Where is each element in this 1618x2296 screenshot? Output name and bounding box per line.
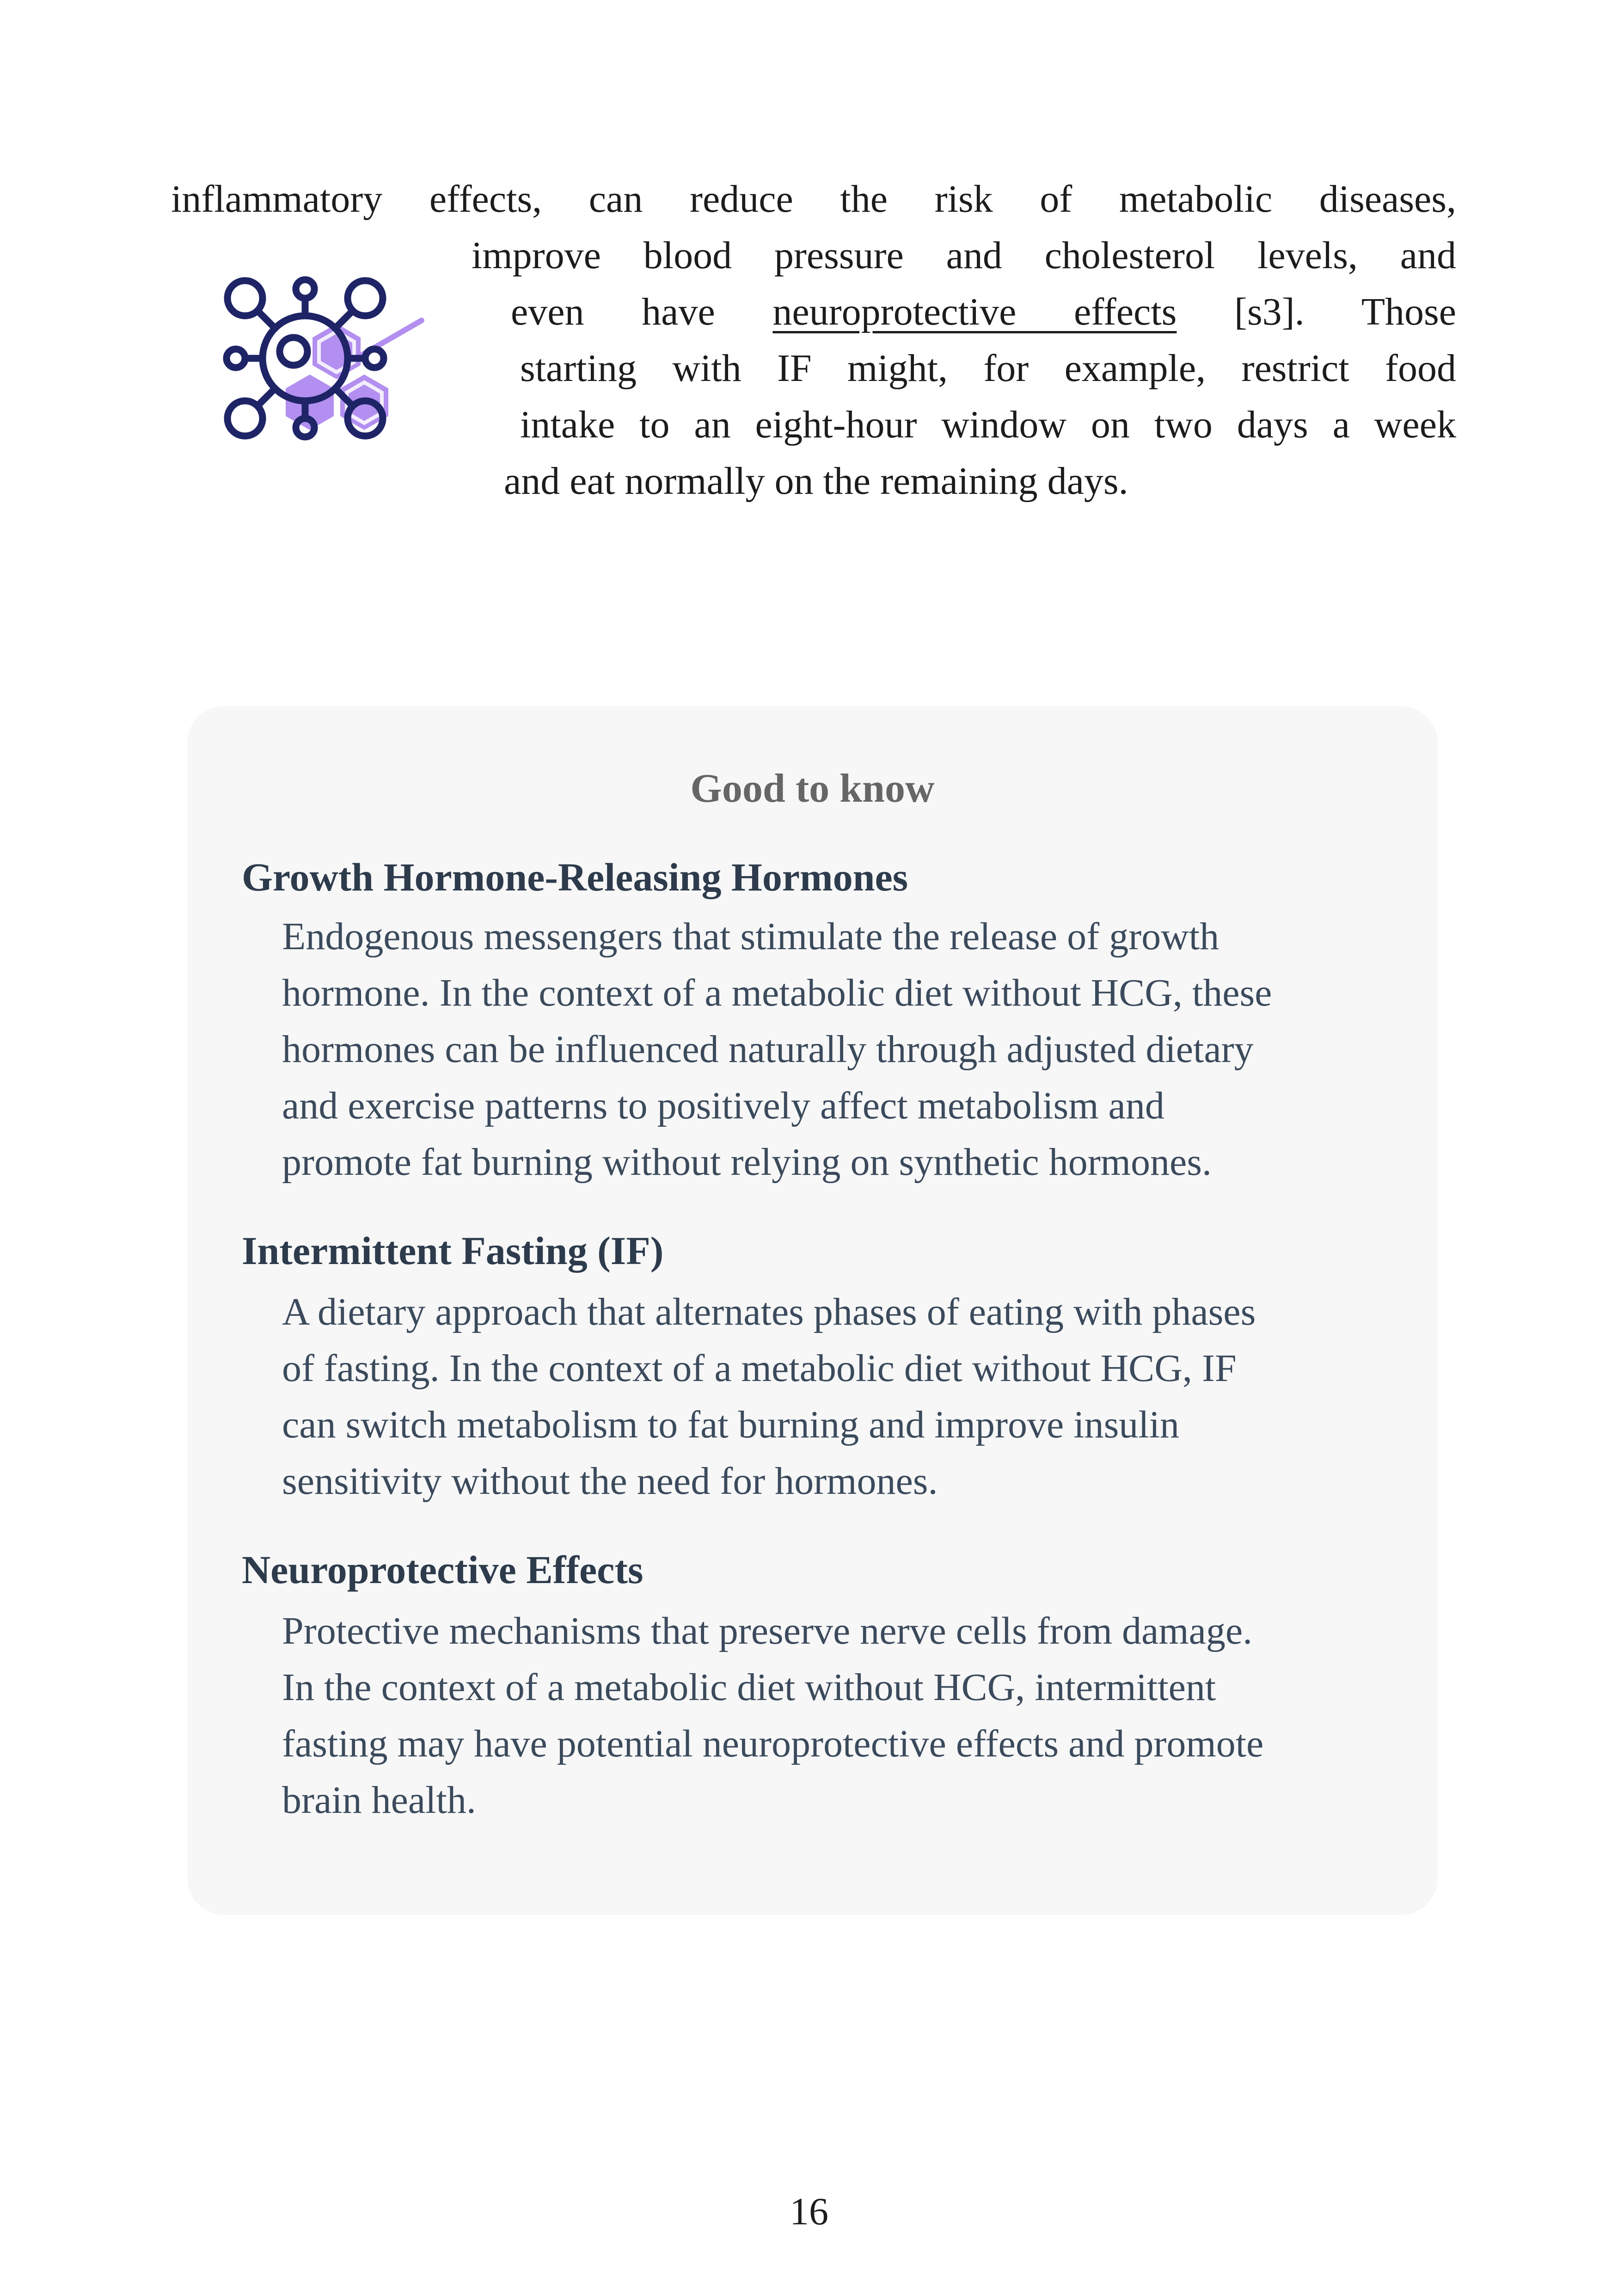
definition-line: In the context of a metabolic diet without HCG, intermittent bbox=[282, 1666, 1216, 1709]
good-to-know-box bbox=[187, 706, 1438, 1915]
molecule-virus-icon bbox=[217, 270, 439, 502]
definition-line: Protective mechanisms that preserve nerve cells from damage. bbox=[282, 1609, 1253, 1652]
definition-line: sensitivity without the need for hormones. bbox=[282, 1460, 938, 1503]
body-line-3 bbox=[511, 284, 1456, 340]
body-line-5: intake to an eight-hour window on two days a week bbox=[520, 403, 1456, 446]
body-line-2: improve blood pressure and cholesterol levels, and bbox=[472, 234, 1456, 277]
body-line-6: and eat normally on the remaining days. bbox=[504, 460, 1128, 503]
body-text-segment: [s3]. Those bbox=[1234, 290, 1456, 333]
neuroprotective-effects-link[interactable]: neuroprotective effects bbox=[772, 290, 1177, 333]
body-line-1: inflammatory effects, can reduce the risk of metabolic diseases, bbox=[171, 178, 1456, 221]
body-line-4: starting with IF might, for example, restrict food bbox=[520, 347, 1456, 390]
definition-line: hormone. In the context of a metabolic diet without HCG, these bbox=[282, 971, 1272, 1014]
definition-intermittent-fasting bbox=[282, 1284, 1415, 1510]
definition-line: A dietary approach that alternates phases of eating with phases bbox=[282, 1290, 1256, 1333]
term-growth-hormone-releasing-hormones: Growth Hormone-Releasing Hormones bbox=[242, 855, 908, 899]
term-neuroprotective-effects: Neuroprotective Effects bbox=[242, 1547, 644, 1592]
definition-neuroprotective-effects bbox=[282, 1603, 1415, 1829]
definition-growth-hormone-releasing-hormones bbox=[282, 909, 1415, 1191]
definition-line: can switch metabolism to fat burning and improve insulin bbox=[282, 1403, 1179, 1446]
page-number: 16 bbox=[790, 2190, 828, 2233]
definition-line: brain health. bbox=[282, 1779, 476, 1822]
definition-line: and exercise patterns to positively affect metabolism and bbox=[282, 1084, 1164, 1127]
definition-line: fasting may have potential neuroprotective effects and promote bbox=[282, 1722, 1264, 1765]
body-text-segment: even have bbox=[511, 290, 715, 333]
definition-line: promote fat burning without relying on synthetic hormones. bbox=[282, 1141, 1212, 1184]
definition-line: hormones can be influenced naturally through adjusted dietary bbox=[282, 1028, 1254, 1071]
definition-line: Endogenous messengers that stimulate the release of growth bbox=[282, 915, 1220, 958]
term-intermittent-fasting: Intermittent Fasting (IF) bbox=[242, 1228, 664, 1273]
box-heading: Good to know bbox=[690, 766, 935, 811]
definition-line: of fasting. In the context of a metabolic diet without HCG, IF bbox=[282, 1347, 1237, 1390]
